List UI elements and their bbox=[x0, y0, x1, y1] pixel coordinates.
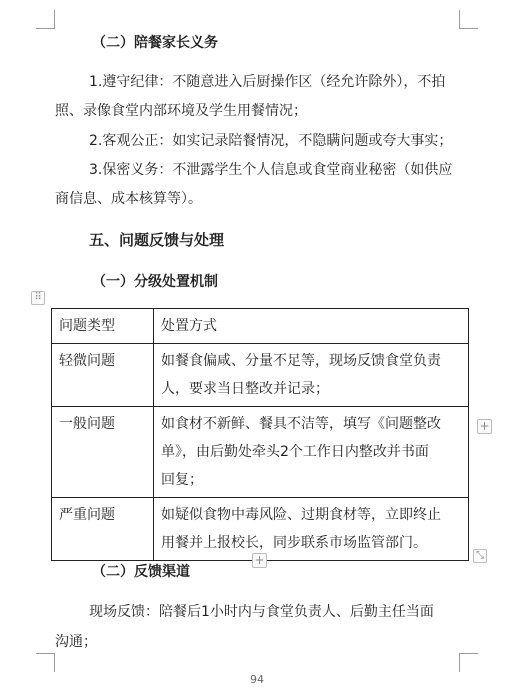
table-row bbox=[52, 407, 469, 498]
method-line: 用餐并上报校长，同步联系市场监管部门。 bbox=[161, 535, 427, 551]
page-corner-mark-bottom-left bbox=[36, 653, 55, 672]
table-cell-method[interactable] bbox=[154, 498, 469, 561]
table-row bbox=[52, 498, 469, 561]
table-header-method[interactable]: 处置方式 bbox=[154, 309, 469, 344]
add-row-button[interactable]: + bbox=[252, 553, 267, 568]
method-line: 如食材不新鲜、餐具不洁等，填写《问题整改 bbox=[161, 416, 441, 432]
table-move-handle[interactable]: ⠿ bbox=[31, 291, 45, 305]
duty-confidentiality-line-2: 商信息、成本核算等）。 bbox=[55, 191, 202, 207]
page-number: 94 bbox=[250, 673, 264, 686]
duty-discipline-line-2: 照、录像食堂内部环境及学生用餐情况； bbox=[55, 103, 307, 119]
section-heading-parent-duties: （二）陪餐家长义务 bbox=[92, 35, 218, 51]
table-cell-method[interactable] bbox=[154, 344, 469, 407]
feedback-onsite-line-2: 沟通； bbox=[55, 634, 97, 650]
table-cell-type[interactable]: 一般问题 bbox=[52, 407, 154, 498]
section-heading-feedback-channels: （二）反馈渠道 bbox=[92, 564, 190, 580]
table-cell-type[interactable]: 轻微问题 bbox=[52, 344, 154, 407]
problem-handling-table bbox=[51, 308, 469, 561]
method-line: 单》，由后勤处牵头2个工作日内整改并书面 bbox=[161, 444, 429, 460]
page-corner-mark-top-right bbox=[459, 10, 478, 29]
add-column-button[interactable]: + bbox=[477, 419, 492, 434]
page-corner-mark-bottom-right bbox=[459, 653, 478, 672]
table-cell-method[interactable] bbox=[154, 407, 469, 498]
method-line: 人，要求当日整改并记录； bbox=[161, 381, 329, 397]
section-heading-grading-mechanism: （一）分级处置机制 bbox=[92, 274, 218, 290]
page-corner-mark-top-left bbox=[36, 10, 55, 29]
method-line: 回复； bbox=[161, 472, 203, 488]
duty-confidentiality-line-1: 3.保密义务：不泄露学生个人信息或食堂商业秘密（如供应 bbox=[89, 162, 453, 178]
table-header-row bbox=[52, 309, 469, 344]
method-line: 如疑似食物中毒风险、过期食材等，立即终止 bbox=[161, 507, 441, 523]
table-resize-handle[interactable]: ⤡ bbox=[473, 549, 487, 563]
table-header-type[interactable]: 问题类型 bbox=[52, 309, 154, 344]
duty-objectivity: 2.客观公正：如实记录陪餐情况，不隐瞒问题或夸大事实； bbox=[89, 133, 453, 149]
method-line: 如餐食偏咸、分量不足等，现场反馈食堂负责 bbox=[161, 353, 441, 369]
duty-discipline-line-1: 1.遵守纪律：不随意进入后厨操作区（经允许除外），不拍 bbox=[89, 74, 446, 90]
chapter-heading-feedback: 五、问题反馈与处理 bbox=[89, 231, 225, 249]
table-cell-type[interactable]: 严重问题 bbox=[52, 498, 154, 561]
feedback-onsite-line-1: 现场反馈：陪餐后1小时内与食堂负责人、后勤主任当面 bbox=[89, 604, 434, 620]
table-row bbox=[52, 344, 469, 407]
